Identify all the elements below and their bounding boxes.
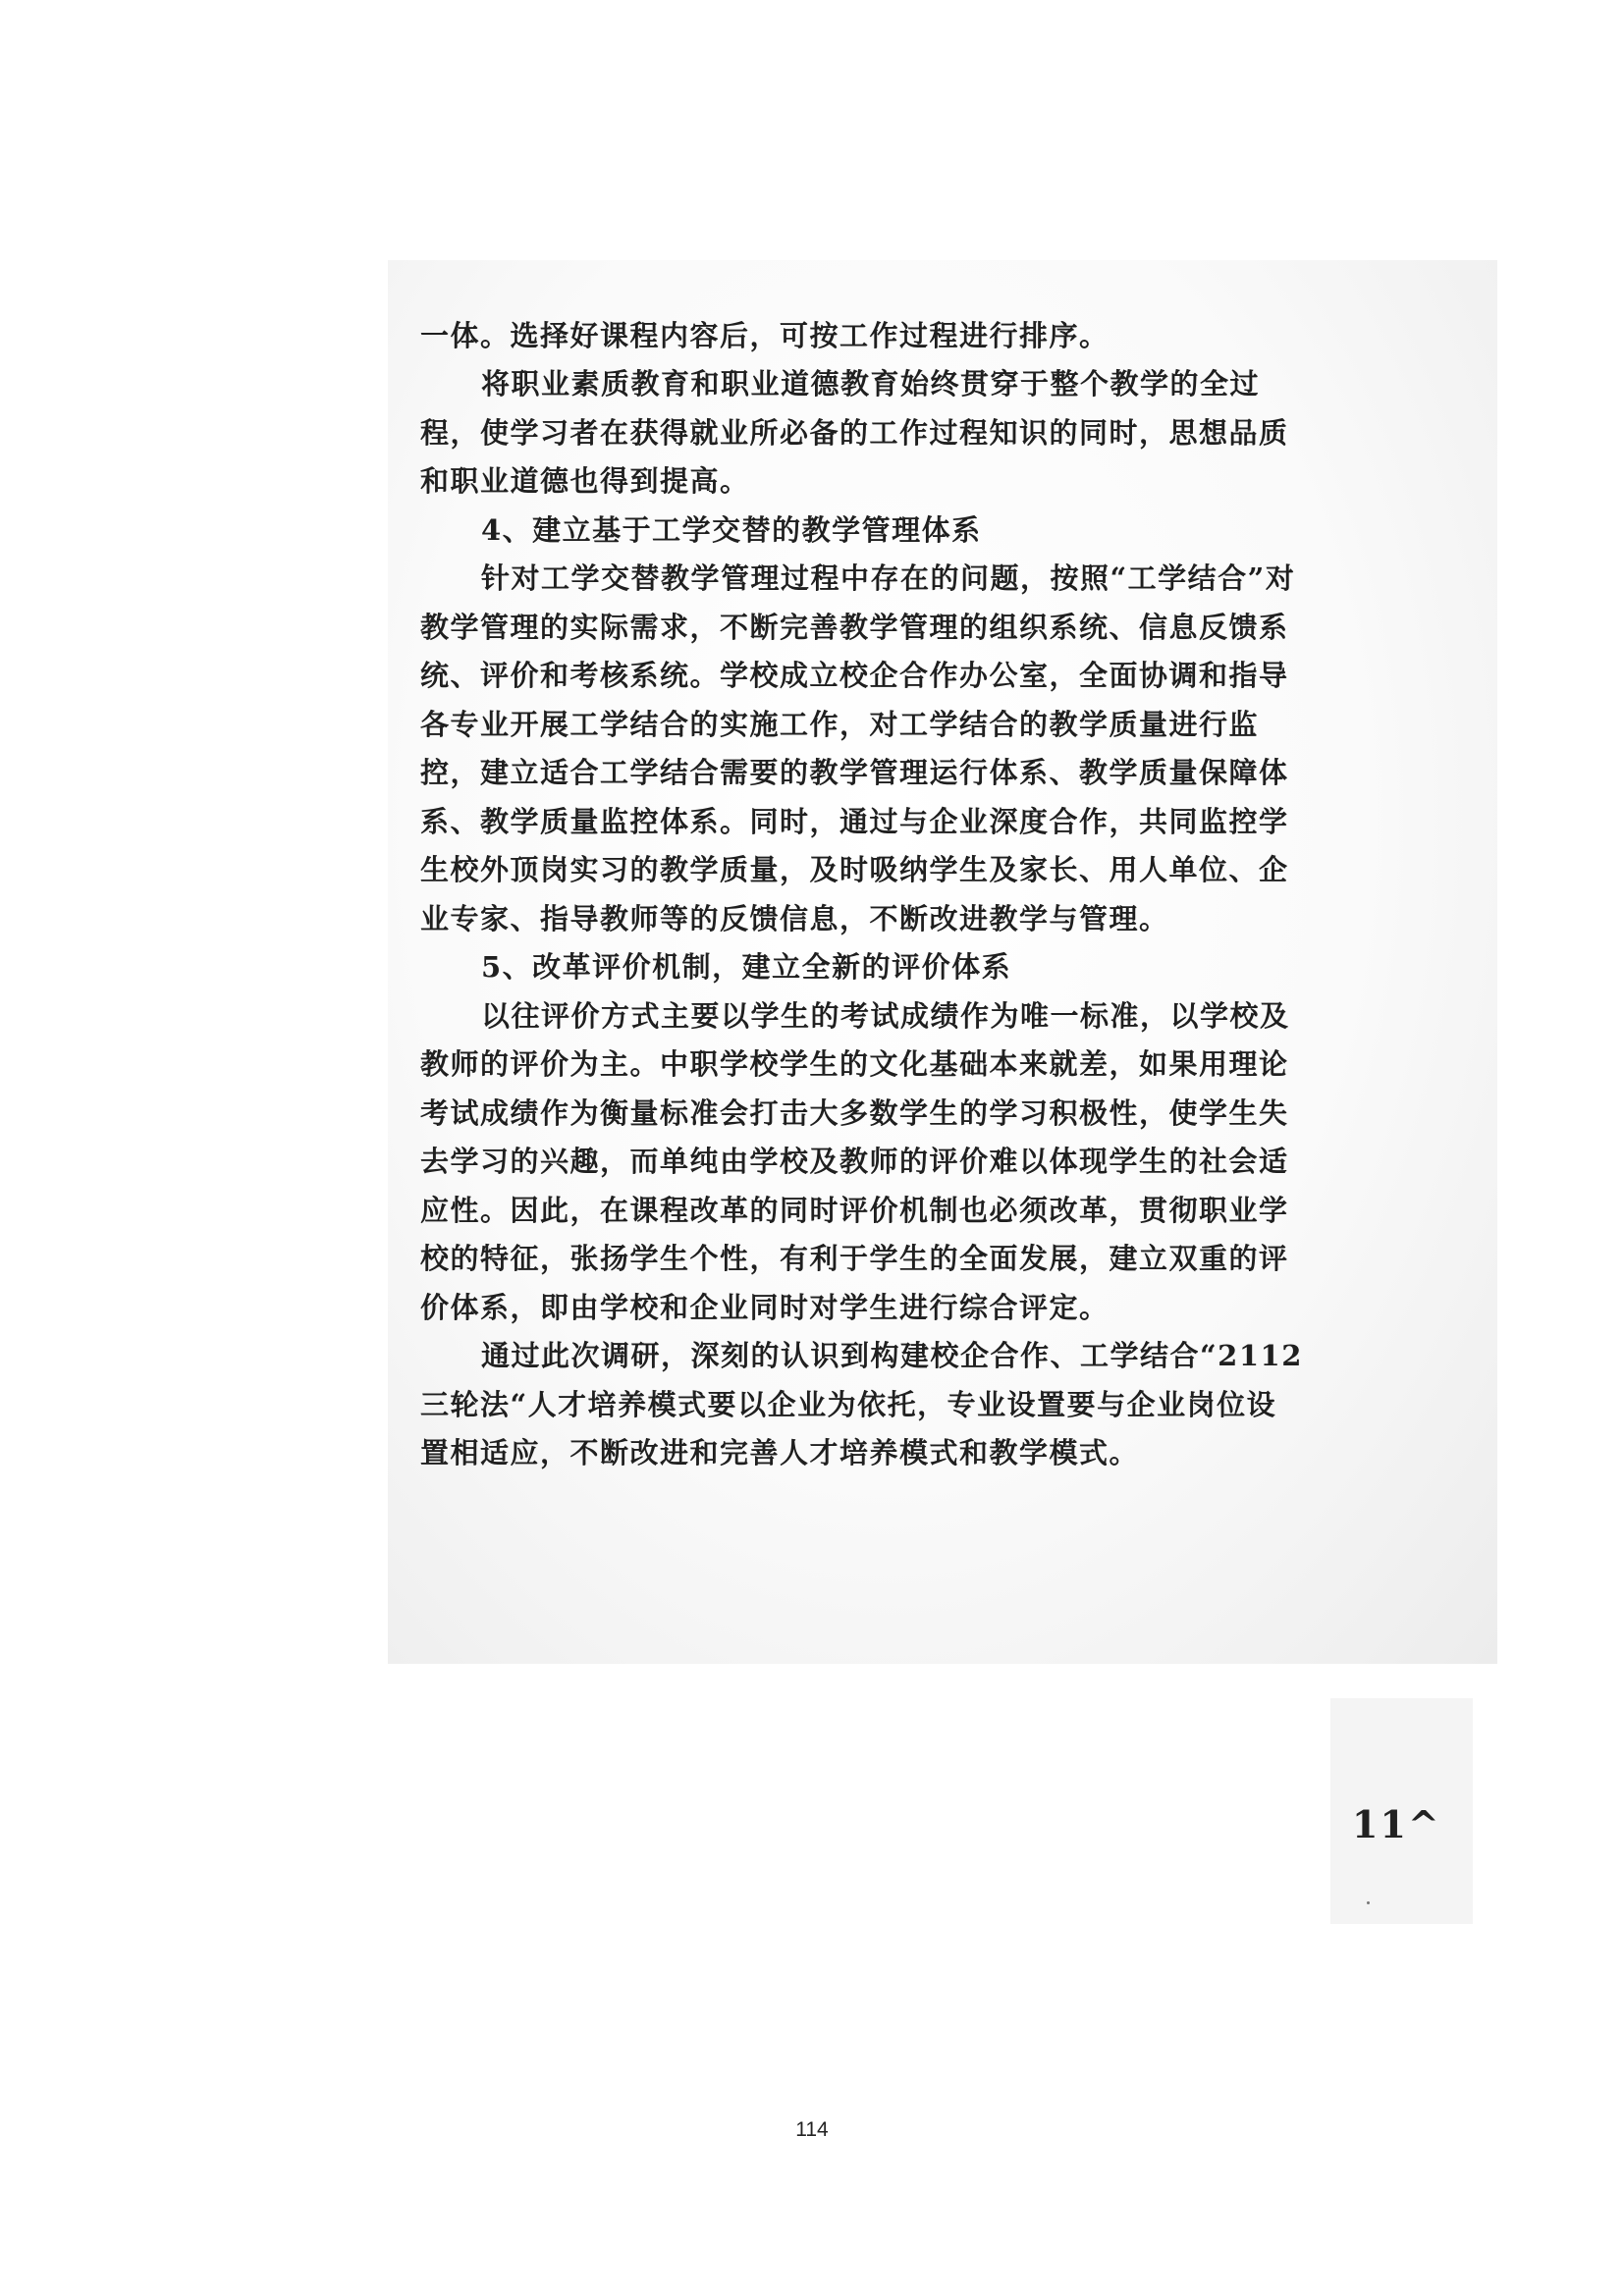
paragraph-1: 将职业素质教育和职业道德教育始终贯穿于整个教学的全过程，使学习者在获得就业所必备的工作过程知识的同时，思想品质和职业道德也得到提高。 — [420, 367, 1289, 498]
section-heading-5: 5、改革评价机制，建立全新的评价体系 — [481, 950, 1012, 984]
page-number: 114 — [795, 2118, 829, 2141]
paragraph-2: 针对工学交替教学管理过程中存在的问题，按照“工学结合”对教学管理的实际需求，不断完善教学管理的组织系统、信息反馈系统、评价和考核系统。学校成立校企合作办公室，全面协调和指导各专业开展工学结合的实施工作，对工学结合的教学质量进行监控，建立适合工学结合需要的教学管理运行体系、教学质量保障体系、教学质量监控体系。同时，通过与企业深度合作，共同监控学生校外顶岗实习的教学质量，及时吸纳学生及家长、用人单位、企业专家、指导教师等的反馈信息，不断改进教学与管理。 — [420, 561, 1296, 935]
document-body — [420, 312, 1304, 1478]
paragraph-3: 以往评价方式主要以学生的考试成绩作为唯一标准，以学校及教师的评价为主。中职学校学生的文化基础本来就差，如果用理论考试成绩作为衡量标准会打击大多数学生的学习积极性，使学生失去学习的兴趣，而单纯由学校及教师的评价难以体现学生的社会适应性。因此，在课程改革的同时评价机制也必须改革，贯彻职业学校的特征，张扬学生个性，有利于学生的全面发展，建立双重的评价体系，即由学校和企业同时对学生进行综合评定。 — [420, 998, 1290, 1324]
intro-line: 一体。选择好课程内容后，可按工作过程进行排序。 — [420, 319, 1110, 352]
paragraph-4: 通过此次调研，深刻的认识到构建校企合作、工学结合“2112三轮法“人才培养模式要以企业为依托，专业设置要与企业岗位设置相适应，不断改进和完善人才培养模式和教学模式。 — [420, 1339, 1303, 1469]
scan-speck — [1367, 1901, 1370, 1904]
section-heading-4: 4、建立基于工学交替的教学管理体系 — [481, 512, 982, 547]
scan-page-number: 11^ — [1352, 1802, 1441, 1846]
